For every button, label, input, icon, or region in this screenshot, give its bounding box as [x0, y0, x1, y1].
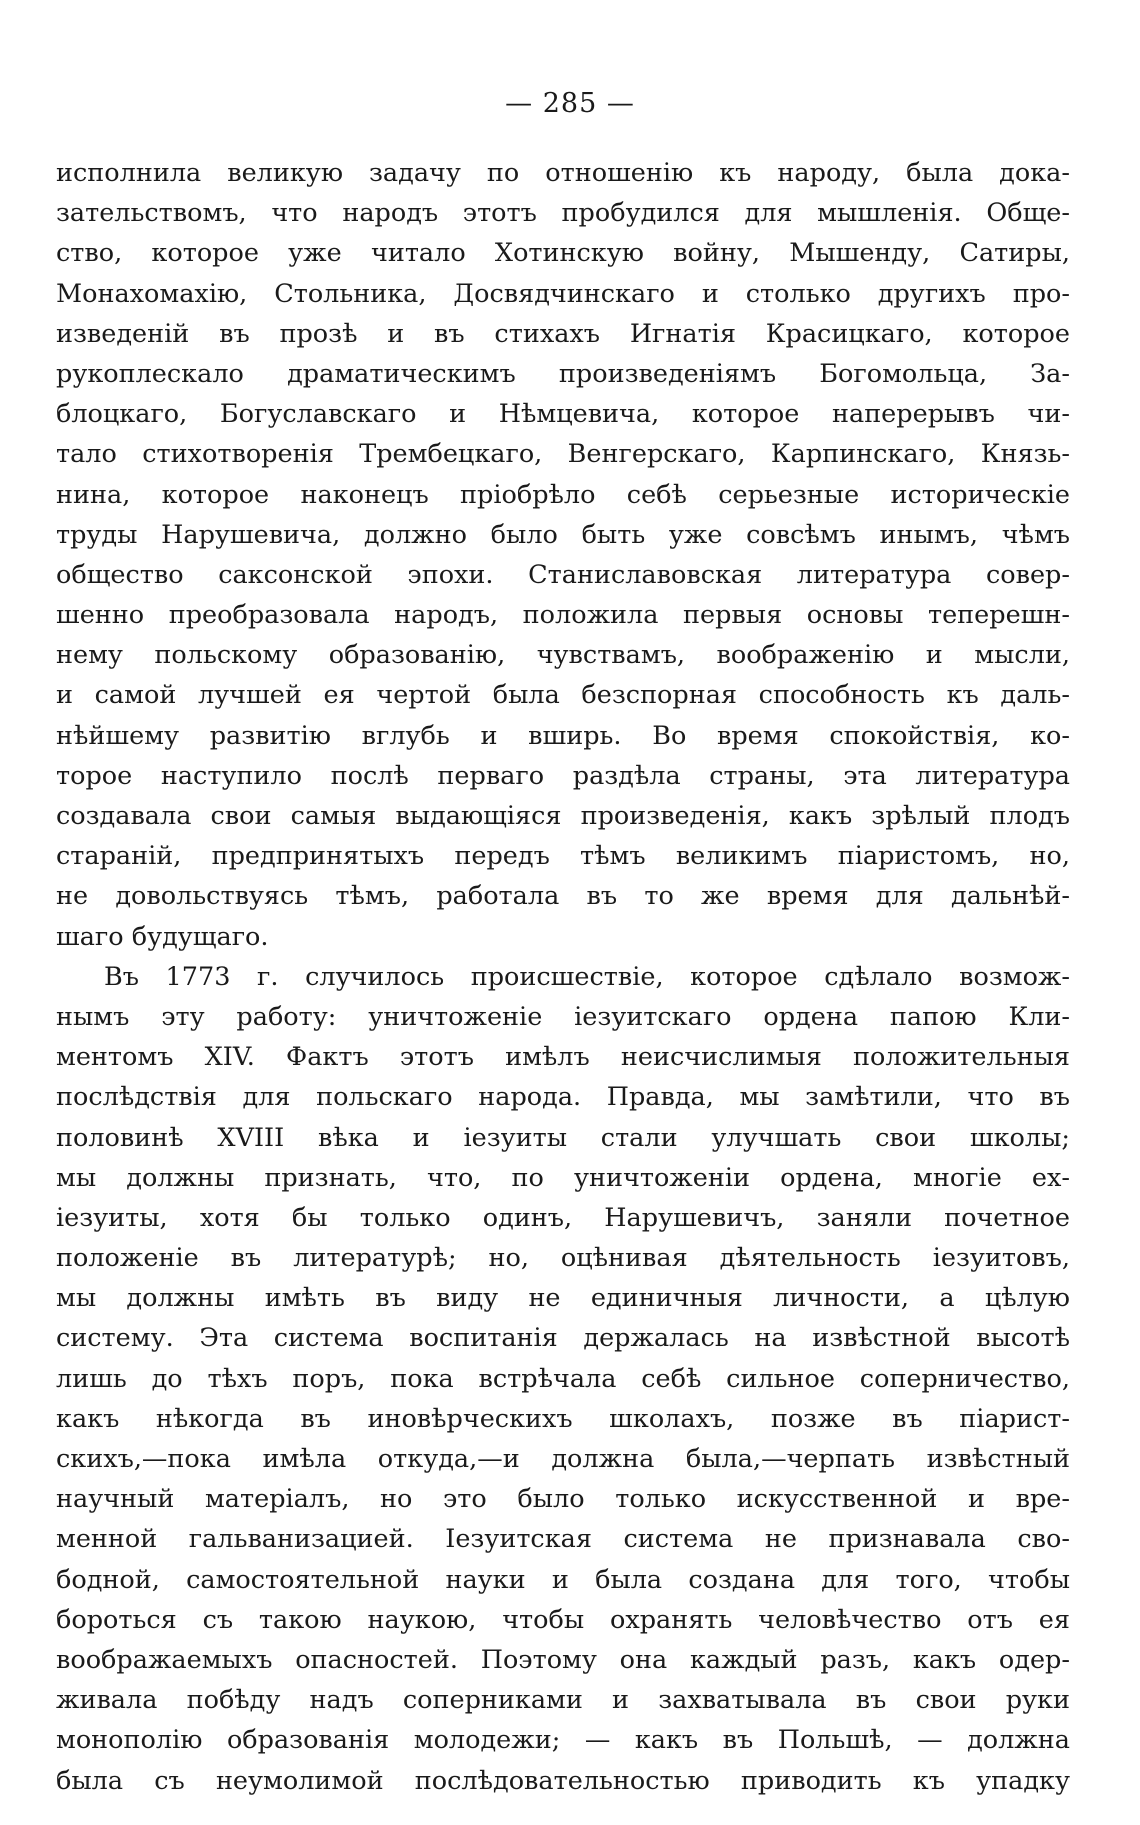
text-line: тало стихотворенія Трембецкаго, Венгерскаго, Карпинскаго, Князь- [56, 439, 1070, 470]
text-line: блоцкаго, Богуславскаго и Нѣмцевича, которое наперерывъ чи- [56, 399, 1070, 430]
text-line: іезуиты, хотя бы только одинъ, Нарушевичъ, заняли почетное [56, 1202, 1070, 1233]
text-line: мы должны имѣть въ виду не единичныя личности, а цѣлую [56, 1283, 1070, 1314]
text-line: зательствомъ, что народъ этотъ пробудился для мышленія. Обще- [56, 198, 1070, 229]
text-line: менной гальванизацией. Іезуитская система не признавала сво- [56, 1524, 1070, 1555]
text-line: какъ нѣкогда въ иновѣрческихъ школахъ, позже въ піарист- [56, 1403, 1070, 1434]
text-line: скихъ,—пока имѣла откуда,—и должна была,—черпать извѣстный [56, 1444, 1070, 1474]
text-line: систему. Эта система воспитанія держалась на извѣстной высотѣ [56, 1323, 1070, 1354]
paragraph [56, 957, 1070, 1801]
text-line: общество саксонской эпохи. Станиславовская литература совер- [56, 559, 1070, 590]
text-line: была съ неумолимой послѣдовательностью приводить къ упадку [56, 1765, 1070, 1796]
page-text [56, 153, 1070, 1801]
text-line: шаго будущаго. [56, 921, 269, 952]
text-line: половинѣ XVIII вѣка и іезуиты стали улучшать свои школы; [56, 1122, 1070, 1153]
text-line: нѣйшему развитію вглубь и вширь. Во время спокойствія, ко- [56, 720, 1070, 751]
text-line: ментомъ XIV. Фактъ этотъ имѣлъ неисчислимыя положительныя [56, 1042, 1070, 1073]
text-line: стараній, предпринятыхъ передъ тѣмъ великимъ піаристомъ, но, [56, 841, 1070, 872]
text-line: торое наступило послѣ перваго раздѣла страны, эта литература [56, 760, 1070, 791]
text-line: бодной, самостоятельной науки и была создана для того, чтобы [56, 1564, 1070, 1595]
text-line: воображаемыхъ опасностей. Поэтому она каждый разъ, какъ одер- [56, 1644, 1070, 1675]
text-line: не довольствуясь тѣмъ, работала въ то же время для дальнѣй- [56, 881, 1070, 912]
text-line: Монахомахію, Стольника, Досвядчинскаго и столько другихъ про- [56, 278, 1070, 309]
text-line: ство, которое уже читало Хотинскую войну, Мышенду, Сатиры, [56, 238, 1070, 269]
text-line: нему польскому образованію, чувствамъ, воображенію и мысли, [56, 640, 1070, 671]
text-line: исполнила великую задачу по отношенію къ народу, была дока- [56, 158, 1070, 188]
text-line: положеніе въ литературѣ; но, оцѣнивая дѣятельность іезуитовъ, [56, 1243, 1070, 1274]
text-line: монополію образованія молодежи; — какъ въ Польшѣ, — должна [56, 1725, 1070, 1756]
text-line: мы должны признать, что, по уничтоженіи ордена, многіе ех- [56, 1162, 1070, 1193]
text-line: шенно преобразовала народъ, положила первыя основы теперешн- [56, 600, 1070, 631]
text-line: и самой лучшей ея чертой была безспорная способность къ даль- [56, 680, 1070, 711]
text-line: бороться съ такою наукою, чтобы охранять человѣчество отъ ея [56, 1604, 1070, 1635]
text-line: создавала свои самыя выдающіяся произведенія, какъ зрѣлый плодъ [56, 801, 1070, 831]
text-line: труды Нарушевича, должно было быть уже совсѣмъ инымъ, чѣмъ [56, 519, 1070, 550]
text-line: рукоплескало драматическимъ произведеніямъ Богомольца, За- [56, 358, 1070, 389]
text-line: научный матеріалъ, но это было только искусственной и вре- [56, 1484, 1070, 1515]
paragraph [56, 153, 1070, 957]
text-line: лишь до тѣхъ поръ, пока встрѣчала себѣ сильное соперничество, [56, 1363, 1070, 1394]
text-line: послѣдствія для польскаго народа. Правда, мы замѣтили, что въ [56, 1082, 1070, 1113]
text-line: Въ 1773 г. случилось происшествіе, которое сдѣлало возмож- [104, 961, 1070, 992]
text-line: живала побѣду надъ соперниками и захватывала въ свои руки [56, 1685, 1070, 1716]
page-number: — 285 — [505, 88, 635, 119]
text-line: изведеній въ прозѣ и въ стихахъ Игнатія Красицкаго, которое [56, 318, 1070, 349]
text-line: нина, которое наконецъ пріобрѣло себѣ серьезные историческіе [56, 479, 1070, 510]
text-line: нымъ эту работу: уничтоженіе іезуитскаго ордена папою Кли- [56, 1001, 1070, 1032]
